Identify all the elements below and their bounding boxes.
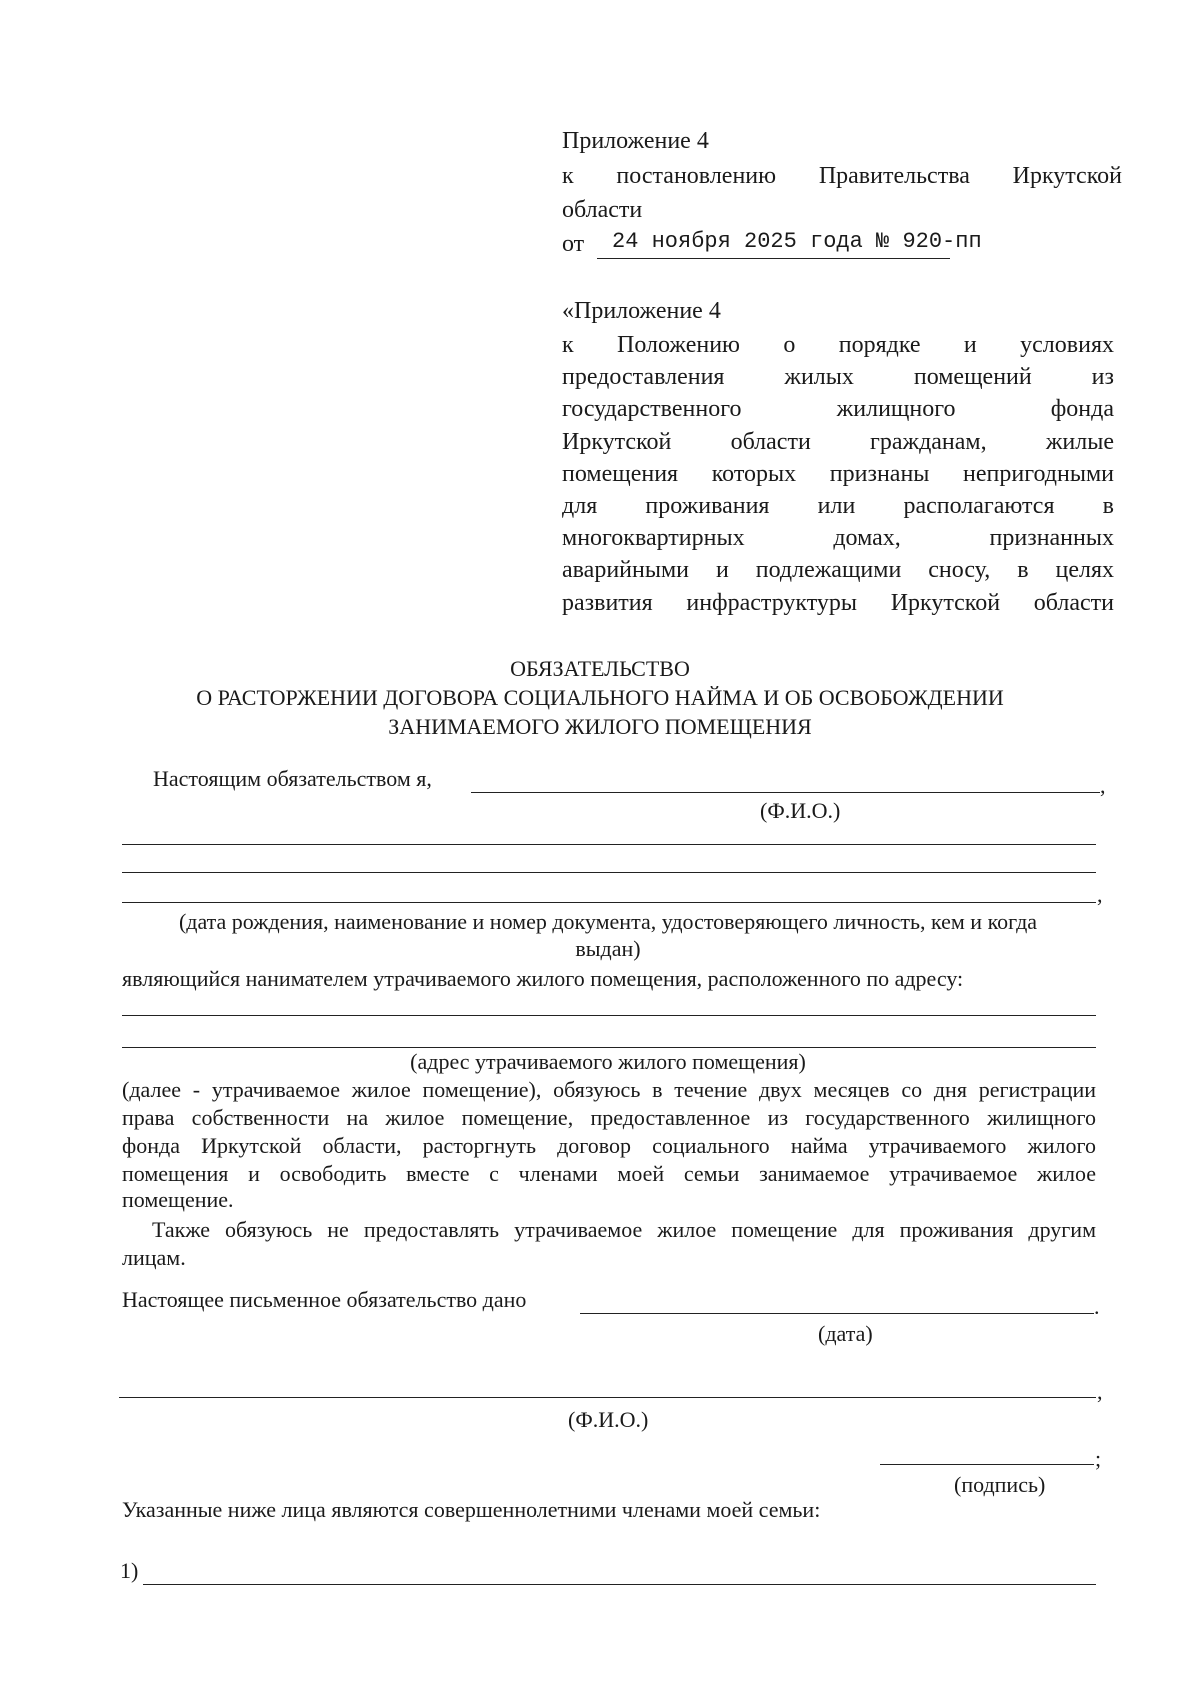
quoted-line: к Положению о порядке и условиях [562,332,1114,358]
signer-fio-field[interactable] [119,1397,1096,1398]
decree-line: к постановлению Правительства Иркутской [562,163,1122,189]
quoted-line: государственного жилищного фонда [562,396,1114,422]
document-title: ОБЯЗАТЕЛЬСТВО [510,656,690,681]
family-text: Указанные ниже лица являются совершеннолетними членами моей семьи: [122,1497,821,1522]
obligation-line: (далее - утрачиваемое жилое помещение), обязуюсь в течение двух месяцев со дня регистрации [122,1077,1096,1102]
comma: , [1097,1379,1103,1404]
quoted-line: развития инфраструктуры Иркутской области [562,590,1114,616]
signature-caption: (подпись) [954,1472,1046,1497]
region-word: области [562,197,643,223]
tenant-text: являющийся нанимателем утрачиваемого жилого помещения, расположенного по адресу: [122,966,964,991]
obligation-line: права собственности на жилое помещение, предоставленное из государственного жилищного [122,1105,1096,1130]
obligation-last-line: помещение. [122,1187,234,1212]
comma: , [1097,882,1103,907]
period: . [1094,1294,1100,1319]
identity-field-line[interactable] [122,872,1096,873]
semicolon: ; [1095,1446,1102,1471]
identity-field-line[interactable] [122,844,1096,845]
document-title-line3: ЗАНИМАЕМОГО ЖИЛОГО ПОМЕЩЕНИЯ [388,714,812,739]
also-obligation: Также обязуюсь не предоставлять утрачиваемое жилое помещение для проживания другим [152,1217,1096,1242]
quoted-line: Иркутской области гражданам, жилые [562,429,1114,455]
quoted-line: для проживания или располагаются в [562,493,1114,519]
date-caption: (дата) [818,1321,873,1346]
family-item-label: 1) [120,1558,139,1583]
quoted-line: аварийными и подлежащими сносу, в целях [562,557,1114,583]
obligation-line: фонда Иркутской области, расторгнуть договор социального найма утрачиваемого жилого [122,1133,1096,1158]
fio-field[interactable] [471,792,1100,793]
date-prefix: от [562,231,585,257]
signature-field[interactable] [880,1464,1094,1465]
identity-field-line[interactable] [122,902,1096,903]
given-text: Настоящее письменное обязательство дано [122,1287,527,1312]
address-caption: (адрес утрачиваемого жилого помещения) [410,1049,806,1074]
comma: , [1100,773,1106,798]
also-obligation-last: лицам. [122,1245,186,1270]
date-underline [597,258,950,259]
quoted-appendix-title: «Приложение 4 [562,298,721,324]
signer-fio-caption: (Ф.И.О.) [568,1407,649,1432]
identity-caption: (дата рождения, наименование и номер документа, удостоверяющего личность, кем и когда [178,909,1038,934]
intro-text: Настоящим обязательством я, [153,766,432,791]
obligation-line: помещения и освободить вместе с членами моей семьи занимаемое утрачиваемое жилое [122,1161,1096,1186]
quoted-line: многоквартирных домах, признанных [562,525,1114,551]
identity-caption-line2: выдан) [575,936,641,961]
document-title-line2: О РАСТОРЖЕНИИ ДОГОВОРА СОЦИАЛЬНОГО НАЙМА И ОБ ОСВОБОЖДЕНИИ [196,685,1004,710]
decree-date: 24 ноября 2025 года № 920-пп [612,229,982,254]
fio-caption: (Ф.И.О.) [760,798,841,823]
quoted-line: предоставления жилых помещений из [562,364,1114,390]
family-item-field[interactable] [143,1584,1096,1585]
address-field-line[interactable] [122,1015,1096,1016]
appendix-title: Приложение 4 [562,128,709,154]
given-date-field[interactable] [580,1313,1094,1314]
quoted-line: помещения которых признаны непригодными [562,461,1114,487]
